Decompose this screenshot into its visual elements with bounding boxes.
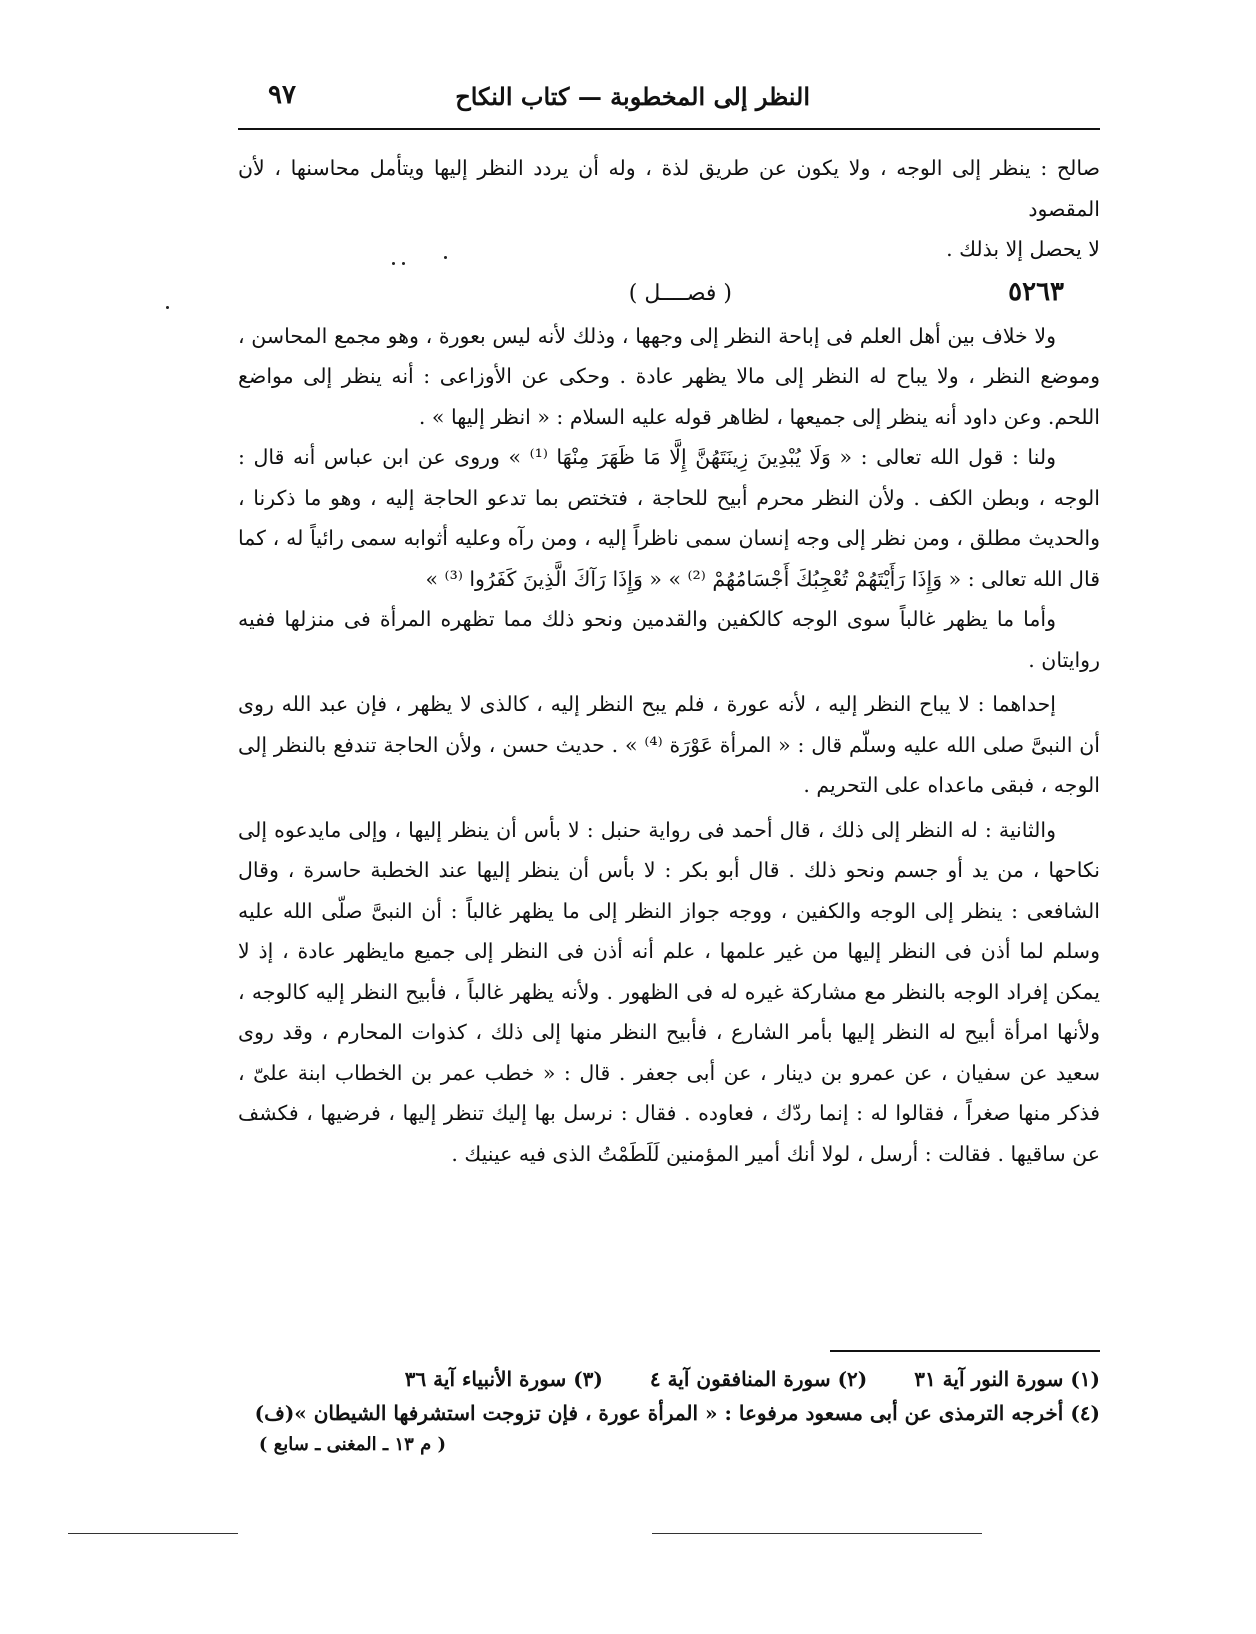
section-heading [238,270,1100,316]
footnote-row [238,1362,1100,1396]
intro-line-1: صالح : ينظر إلى الوجه ، ولا يكون عن طريق لذة ، وله أن يردد النظر إليها ويتأمل محاسنها ، لأن المقصود [238,156,1100,221]
print-speck [166,306,169,309]
paragraph: وأما ما يظهر غالباً سوى الوجه كالكفين والقدمين ونحو ذلك مما تظهره المرأة فى منزلها ففيه روايتان . [238,607,1100,672]
running-header [238,72,1100,130]
header-title: النظر إلى المخطوبة — كتاب النكاح [455,82,810,111]
section-label: ( فصــــل ) [628,280,732,306]
intro-line-2: لا يحصل إلا بذلك . [946,237,1100,261]
paragraph: والثانية : له النظر إلى ذلك ، قال أحمد فى رواية حنبل : لا بأس أن ينظر إليها ، وإلى مايدعوه إلى نكاحها ، من يد أو جسم ونحو ذلك . قال أبو بكر : لا بأس أن ينظر إليها عند الخطبة حاسرة ، وقال الشافعى : ينظر إلى الوجه والكفين ، ووجه جواز النظر إلى ما يظهر غالباً : أن النبىَّ صلّى الله عليه وسلم لما أذن فى النظر إليها من غير علمها ، علم أنه أذن فى النظر إلى جميع مايظهر عادة ، إذ لا يمكن إفراد الوجه بالنظر مع مشاركة غيره له فى الظهور . ولأنه يظهر غالباً ، فأبيح النظر إليه كالوجه ، ولأنها امرأة أبيح له النظر إليها بأمر الشارع ، فأبيح النظر منها إلى ذلك ، كذوات المحارم ، وقد روى سعيد عن سفيان ، عن عمرو بن دينار ، عن أبى جعفر . قال : « خطب عمر بن الخطاب ابنة علىّ ، فذكر منها صغراً ، فقالوا له : إنما ردّك ، فعاوده . فقال : نرسل بها إليك تنظر إليها ، فرضيها ، فكشف عن ساقيها . فقالت : أرسل ، لولا أنك أمير المؤمنين لَلَطَمْتُ الذى فيه عينيك . [238,817,1100,1166]
footnote-rule [830,1350,1100,1352]
bottom-rule [652,1533,982,1534]
signature-mark: ( م ١٣ ـ المغنى ـ سابع ) [258,1434,446,1455]
bottom-rule [68,1533,238,1534]
footnote-2: (٢) سورة المنافقون آية ٤ [649,1367,868,1391]
paragraph: ولا خلاف بين أهل العلم فى إباحة النظر إلى وجهها ، وذلك لأنه ليس بعورة ، وهو مجمع المحاسن ، وموضع النظر ، ولا يباح له النظر إلى مالا يظهر عادة . وحكى عن الأوزاعى : أنه ينظر إلى مواضع اللحم. وعن داود أنه ينظر إلى جميعها ، لظاهر قوله عليه السلام : « انظر إليها » . [238,323,1100,429]
section-number: ٥٢٦٣ [1008,276,1064,307]
footnote-1: (١) سورة النور آية ٣١ [914,1367,1100,1391]
page-number: ٩٧ [268,80,296,110]
paragraph: إحداهما : لا يباح النظر إليه ، لأنه عورة ، فلم يبح النظر إليه ، كالذى لا يظهر ، فإن عبد الله روى أن النبىَّ صلى الله عليه وسلّم قال : « المرأة عَوْرَة ⁽⁴⁾ » . حديث حسن ، ولأن الحاجة تندفع بالنظر إلى الوجه ، فبقى ماعداه على التحريم . [238,692,1100,797]
footnote-3: (٣) سورة الأنبياء آية ٣٦ [404,1367,603,1391]
footnotes [238,1362,1100,1430]
paragraph: ولنا : قول الله تعالى : « وَلَا يُبْدِينَ زِينَتَهُنَّ إِلَّا مَا ظَهَرَ مِنْهَا ⁽¹⁾ » وروى عن ابن عباس أنه قال : الوجه ، وبطن الكف . ولأن النظر محرم أبيح للحاجة ، فتختص بما تدعو الحاجة إليه ، وهو ما ذكرنا ، والحديث مطلق ، ومن نظر إلى وجه إنسان سمى ناظراً إليه ، ومن رآه وعليه أثوابه سمى رائياً له ، كما قال الله تعالى : « وَإِذَا رَأَيْتَهُمْ تُعْجِبُكَ أَجْسَامُهُمْ ⁽²⁾ » « وَإِذَا رَآكَ الَّذِينَ كَفَرُوا ⁽³⁾ » [238,445,1100,591]
main-text [238,148,1100,1174]
footnote-4: (٤) أخرجه الترمذى عن أبى مسعود مرفوعا : « المرأة عورة ، فإن تزوجت استشرفها الشيطان »(ف) [254,1401,1100,1425]
